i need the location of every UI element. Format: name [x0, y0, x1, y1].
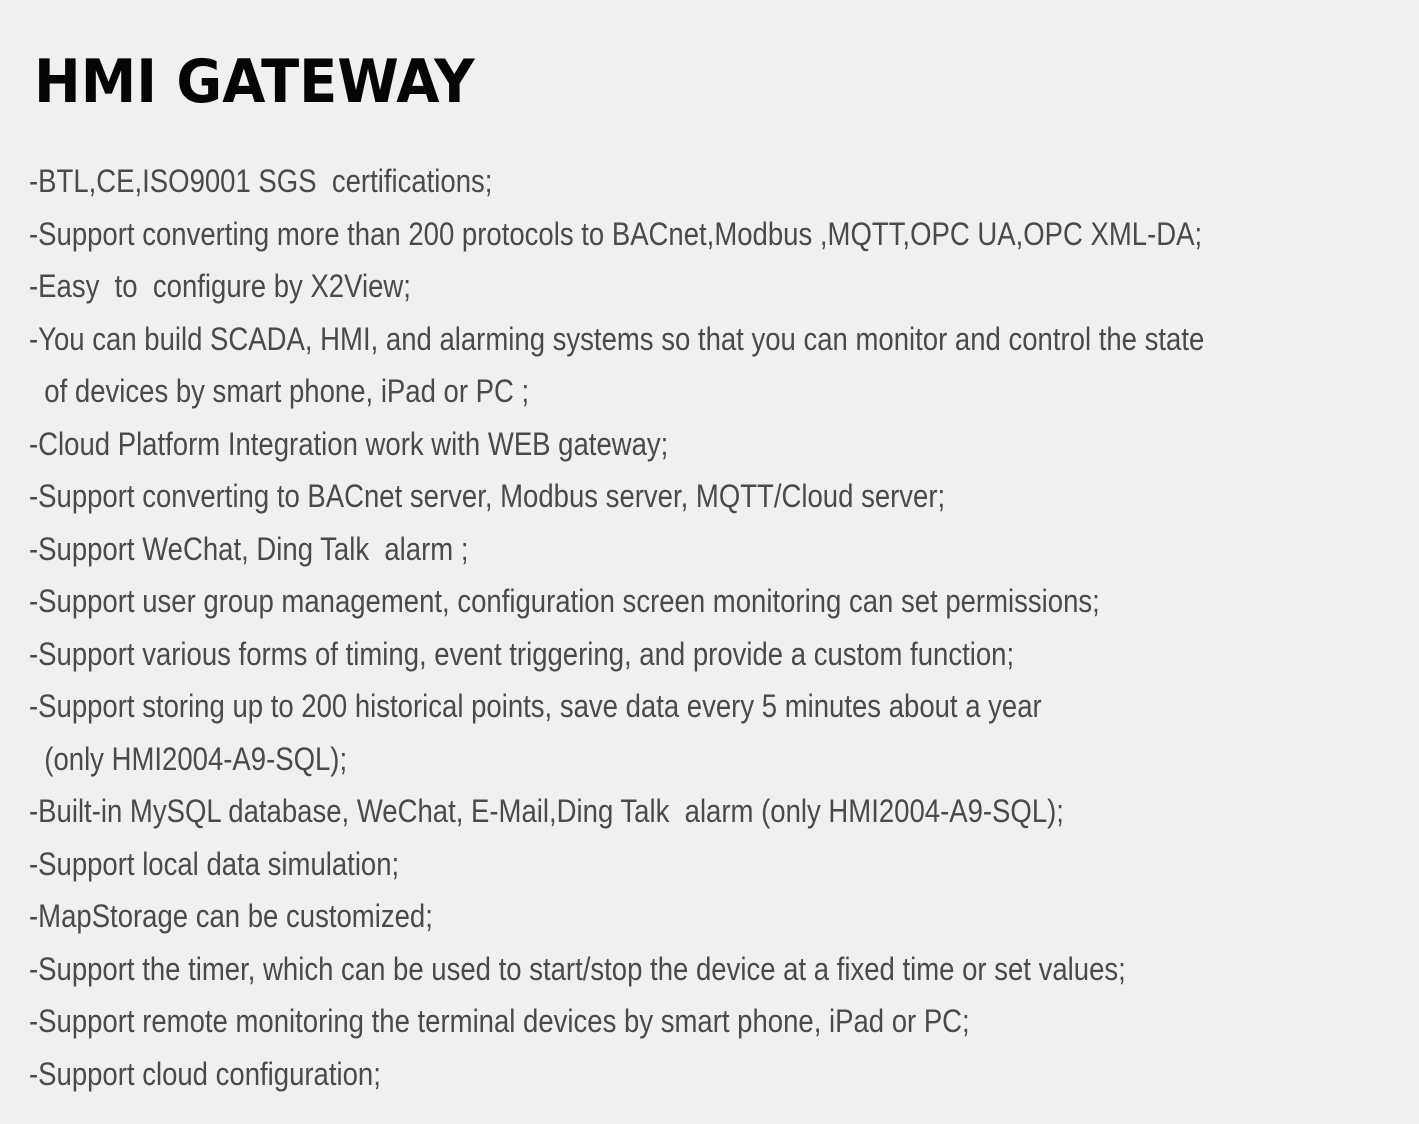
- feature-certifications: -BTL,CE,ISO9001 SGS certifications;: [29, 163, 493, 199]
- feature-user-group-management: -Support user group management, configuration screen monitoring can set permissions;: [29, 583, 1100, 619]
- feature-timer: -Support the timer, which can be used to start/stop the device at a fixed time or set values;: [29, 950, 1126, 987]
- feature-protocol-conversion: -Support converting more than 200 protocols to BACnet,Modbus ,MQTT,OPC UA,OPC XML-DA;: [29, 215, 1203, 252]
- feature-timing-events: -Support various forms of timing, event triggering, and provide a custom function;: [29, 635, 1015, 672]
- feature-cloud-platform: -Cloud Platform Integration work with WEB gateway;: [29, 425, 669, 462]
- feature-scada-hmi-line1: -You can build SCADA, HMI, and alarming systems so that you can monitor and control the state: [29, 320, 1205, 357]
- page-title: HMI GATEWAY: [34, 47, 475, 117]
- feature-x2view-config: -Easy to configure by X2View;: [29, 268, 411, 304]
- feature-remote-monitoring: -Support remote monitoring the terminal devices by smart phone, iPad or PC;: [29, 1003, 970, 1039]
- feature-wechat-dingtalk-alarm: -Support WeChat, Ding Talk alarm ;: [29, 530, 469, 567]
- feature-cloud-configuration: -Support cloud configuration;: [29, 1055, 381, 1092]
- feature-mysql-database: -Built-in MySQL database, WeChat, E-Mail,Ding Talk alarm (only HMI2004-A9-SQL);: [29, 793, 1064, 829]
- feature-scada-hmi-line2: of devices by smart phone, iPad or PC ;: [29, 373, 530, 409]
- feature-list: [29, 155, 1396, 1100]
- feature-historical-points-line1: -Support storing up to 200 historical points, save data every 5 minutes about a year: [29, 688, 1042, 724]
- feature-mapstorage: -MapStorage can be customized;: [29, 898, 433, 934]
- feature-server-conversion: -Support converting to BACnet server, Modbus server, MQTT/Cloud server;: [29, 478, 946, 514]
- feature-historical-points-line2: (only HMI2004-A9-SQL);: [29, 740, 348, 777]
- feature-local-simulation: -Support local data simulation;: [29, 845, 400, 882]
